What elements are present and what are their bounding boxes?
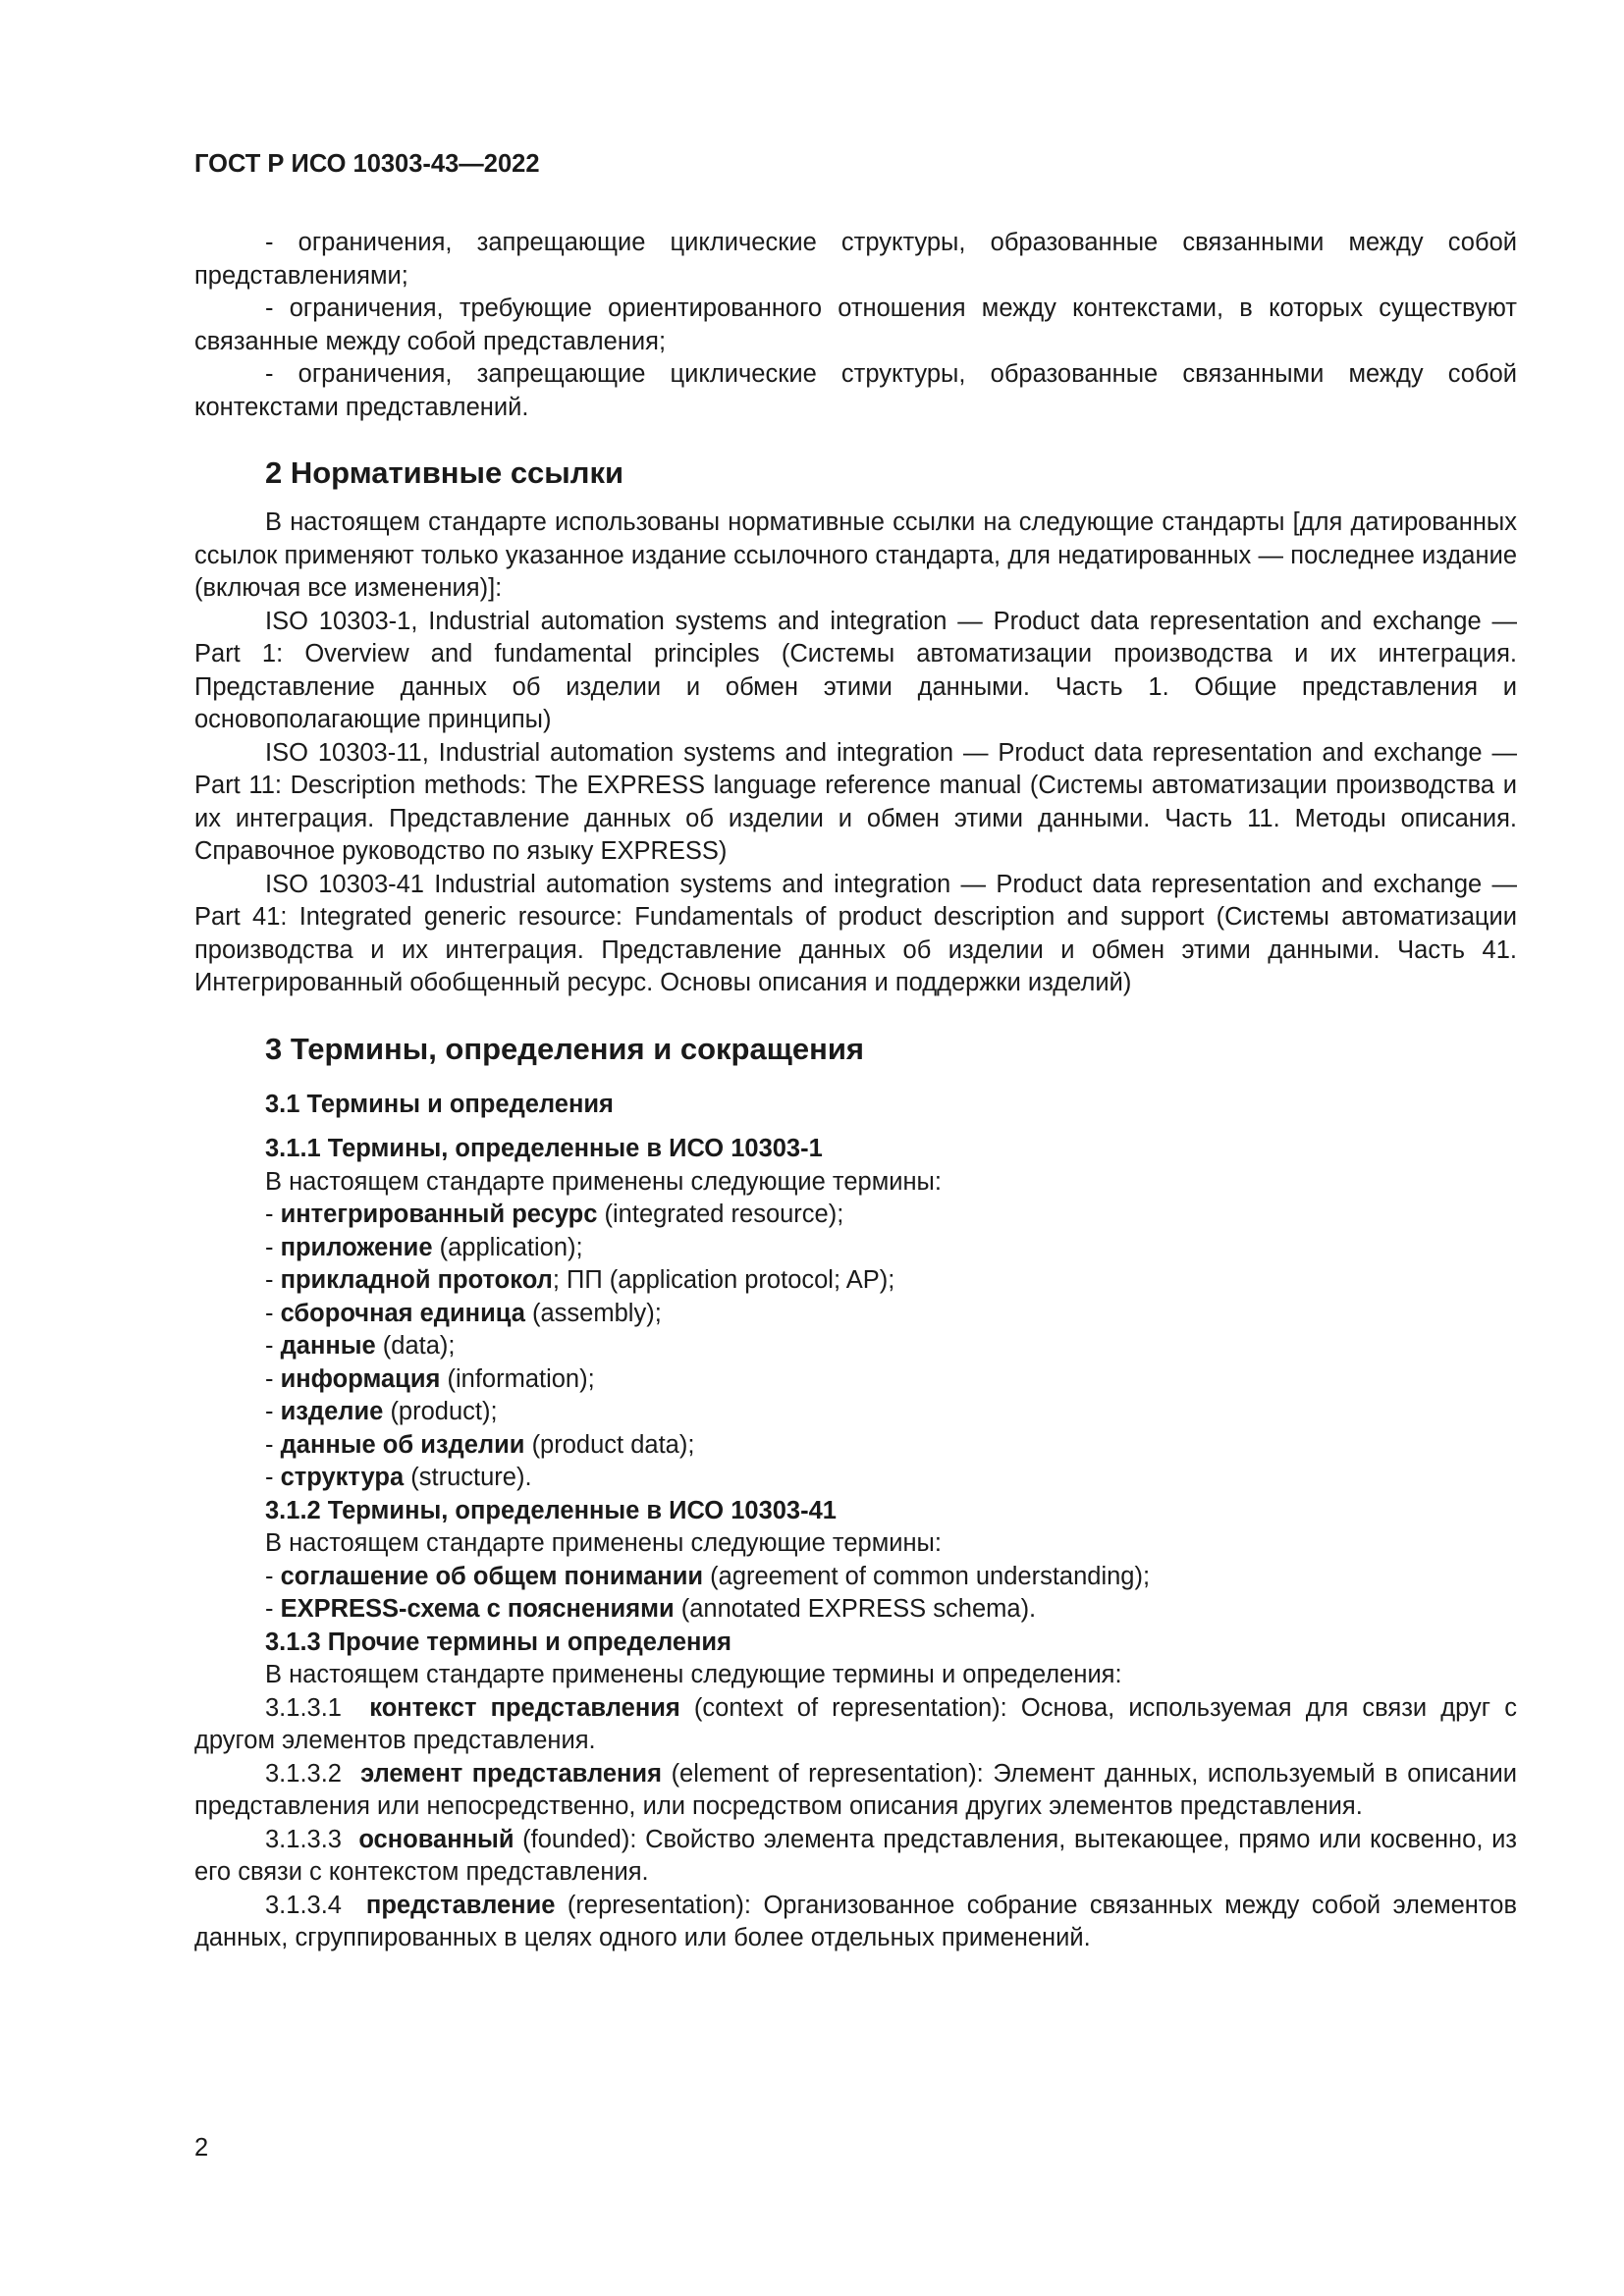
definition-text: (founded): Свойство элемента представления, вытекающее, прямо или косвенно, из его связи с контекстом представления. bbox=[194, 1825, 1518, 1886]
definition-term: представление bbox=[365, 1891, 556, 1919]
term-item: - приложение (application); bbox=[265, 1233, 583, 1261]
term-item: - интегрированный ресурс (integrated resource); bbox=[265, 1201, 844, 1228]
term-rest: (integrated resource); bbox=[597, 1201, 844, 1228]
intro-item-2: - ограничения, требующие ориентированного отношения между контекстами, в которых существуют связанные между собой представления; bbox=[194, 294, 1517, 355]
definition-text: (context of representation): Основа, используемая для связи друг с другом элементов представления. bbox=[194, 1693, 1517, 1754]
term-name: EXPRESS-схема с пояснениями bbox=[280, 1595, 675, 1623]
term-item: - прикладной протокол; ПП (application protocol; AP); bbox=[265, 1266, 895, 1294]
definition-number: 3.1.3.2 bbox=[265, 1759, 342, 1788]
term-name: структура bbox=[280, 1464, 405, 1491]
term-list-3-1-1 bbox=[194, 1199, 1517, 1495]
term-item: - информация (information); bbox=[265, 1364, 595, 1393]
definition-number: 3.1.3.4 bbox=[265, 1891, 342, 1919]
term-name: соглашение об общем понимании bbox=[280, 1562, 704, 1590]
page-content bbox=[194, 227, 1517, 1955]
term-rest: (information); bbox=[440, 1364, 595, 1393]
term-rest: (structure). bbox=[404, 1464, 532, 1491]
term-rest: ; ПП (application protocol; AP); bbox=[552, 1266, 895, 1294]
term-name: прикладной протокол bbox=[280, 1266, 553, 1294]
intro-item-1: - ограничения, запрещающие циклические структуры, образованные связанными между собой представлениями; bbox=[194, 229, 1517, 290]
term-item: - структура (structure). bbox=[265, 1464, 532, 1491]
intro-item-3: - ограничения, запрещающие циклические структуры, образованные связанными между собой контекстами представлений. bbox=[194, 360, 1517, 421]
reference-iso-10303-1: ISO 10303-1, Industrial automation systems and integration — Product data representation and exchange — Part 1: Overview and fundamental principles (Системы автоматизации производства и их интеграция. Представление данных об изделии и обмен этими данными. Часть 1. Общие представления и основополагающие принципы) bbox=[194, 607, 1517, 733]
term-list-3-1-2 bbox=[194, 1561, 1517, 1627]
term-rest: (data); bbox=[375, 1332, 456, 1360]
term-item: - EXPRESS-схема с пояснениями (annotated EXPRESS schema). bbox=[265, 1595, 1037, 1623]
term-rest: (agreement of common understanding); bbox=[703, 1562, 1151, 1590]
definition-3-1-3-4 bbox=[194, 1890, 1517, 1955]
subsection-3-1-2-lead: В настоящем стандарте применены следующие термины: bbox=[265, 1529, 942, 1557]
term-rest: (application); bbox=[432, 1233, 583, 1261]
definition-3-1-3-2 bbox=[194, 1758, 1517, 1824]
page-number: 2 bbox=[194, 2134, 209, 2162]
subsection-3-1-2-heading: 3.1.2 Термины, определенные в ИСО 10303-41 bbox=[265, 1496, 837, 1524]
term-item: - изделие (product); bbox=[265, 1398, 498, 1425]
term-item: - сборочная единица (assembly); bbox=[265, 1299, 662, 1327]
definition-number: 3.1.3.1 bbox=[265, 1693, 342, 1722]
definition-number: 3.1.3.3 bbox=[265, 1825, 342, 1853]
subsection-3-1-1-heading: 3.1.1 Термины, определенные в ИСО 10303-1 bbox=[265, 1135, 823, 1162]
definition-term: элемент представления bbox=[360, 1759, 662, 1788]
term-item: - данные (data); bbox=[265, 1332, 456, 1360]
term-name: информация bbox=[280, 1364, 441, 1393]
definition-3-1-3-3 bbox=[194, 1824, 1517, 1890]
term-name: приложение bbox=[280, 1233, 433, 1261]
definition-3-1-3-1 bbox=[194, 1692, 1517, 1758]
definition-text: (element of representation): Элемент данных, используемый в описании представления или непосредственно, или посредством описания других элементов представления. bbox=[194, 1759, 1518, 1820]
term-name: данные об изделии bbox=[280, 1430, 525, 1459]
term-name: данные bbox=[280, 1332, 376, 1360]
term-name: сборочная единица bbox=[280, 1299, 525, 1327]
definition-term: основанный bbox=[358, 1825, 514, 1853]
reference-iso-10303-11: ISO 10303-11, Industrial automation systems and integration — Product data representation and exchange — Part 11: Description methods: The EXPRESS language reference manual (Системы автоматизации производства и их интеграция. Представление данных об изделии и обмен этими данными. Часть 11. Методы описания. Справочное руководство по языку EXPRESS) bbox=[194, 738, 1517, 865]
definition-text: (representation): Организованное собрание связанных между собой элементов данных, сгруппированных в целях одного или более отдельных применений. bbox=[194, 1891, 1518, 1951]
section-2-paragraph: В настоящем стандарте использованы нормативные ссылки на следующие стандарты [для датированных ссылок применяют только указанное издание ссылочного стандарта, для недатированных — последнее издание (включая все изменения)]: bbox=[194, 508, 1517, 602]
subsection-3-1-3-heading: 3.1.3 Прочие термины и определения bbox=[265, 1628, 731, 1656]
term-rest: (product); bbox=[383, 1398, 498, 1425]
term-name: интегрированный ресурс bbox=[280, 1201, 598, 1228]
section-3-heading: 3 Термины, определения и сокращения bbox=[265, 1031, 864, 1066]
term-name: изделие bbox=[280, 1398, 384, 1425]
subsection-3-1-1-lead: В настоящем стандарте применены следующие термины: bbox=[265, 1167, 942, 1196]
section-2-heading: 2 Нормативные ссылки bbox=[265, 455, 624, 490]
term-item: - соглашение об общем понимании (agreement of common understanding); bbox=[265, 1562, 1151, 1590]
document-header: ГОСТ Р ИСО 10303-43—2022 bbox=[194, 150, 540, 178]
subsection-3-1-3-lead: В настоящем стандарте применены следующие термины и определения: bbox=[265, 1661, 1122, 1688]
term-item: - данные об изделии (product data); bbox=[265, 1430, 695, 1459]
term-rest: (annotated EXPRESS schema). bbox=[674, 1595, 1037, 1623]
reference-iso-10303-41: ISO 10303-41 Industrial automation systems and integration — Product data representation and exchange — Part 41: Integrated generic resource: Fundamentals of product description and support (Системы автоматизации производства и их интеграция. Представление данных об изделии и обмен этими данными. Часть 41. Интегрированный обобщенный ресурс. Основы описания и поддержки изделий) bbox=[194, 870, 1517, 996]
term-rest: (assembly); bbox=[524, 1299, 662, 1327]
subsection-3-1-heading: 3.1 Термины и определения bbox=[265, 1090, 614, 1118]
definition-term: контекст представления bbox=[369, 1693, 680, 1722]
term-rest: (product data); bbox=[524, 1430, 695, 1459]
